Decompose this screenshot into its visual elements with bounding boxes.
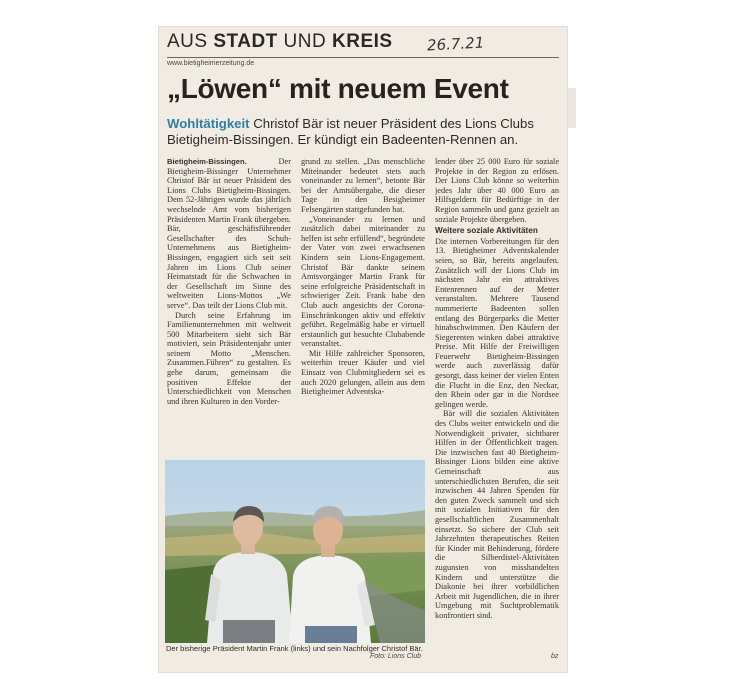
author-initials: bz: [551, 653, 559, 660]
subhead-text: Christof Bär ist neuer Präsident des Lions Clubs Bietigheim-Bissingen. Er kündigt ein Badeenten-Rennen an.: [167, 116, 534, 147]
handwritten-date: 26.7.21: [426, 33, 485, 55]
headline: „Löwen“ mit neuem Event: [167, 73, 509, 104]
paragraph: lender über 25 000 Euro für soziale Projekte in der Region zu erlösen. Der Lions Club könne so weiterhin jedes Jahr über 40 000 Euro an Hilfsgeldern für Bedürftige in der Region sammeln und ganz gezielt an soziale Projekte übergeben.: [435, 157, 559, 224]
paragraph: Die internen Vorbereitungen für den 13. Bietigheimer Adventskalender seien, so Bär, bereits angelaufen. Zusätzlich will der Lions Club im nächsten Jahr ein attraktives Entenrennen auf der Metter veranstalten. Mehrere Tausend nummerierte Badeenten sollen entlang des Bürgerparks die Metter hinabschwimmen. Den Käufern der Siegerenten winken dabei attraktive Preise. Mit Hilfe der Freiwilligen Feuerwehr Bietigheim-Bissingen werde auch zuverlässig dafür gesorgt, dass keiner der vielen Enten die Flucht in die Enz, den Neckar, den Rhein oder gar in die Nordsee gelingen werde.: [435, 236, 559, 409]
website-url: www.bietigheimerzeitung.de: [167, 60, 255, 67]
subheadline: [167, 116, 559, 148]
article-column-1: [167, 157, 291, 453]
section-header: AUS STADT UND KREIS: [167, 31, 393, 52]
article-column-2: [301, 157, 425, 453]
header-rule: [167, 57, 559, 58]
newspaper-clipping: [159, 27, 567, 672]
paragraph: Bär will die sozialen Aktivitäten des Clubs weiter entwickeln und die Notwendigkeit privater, sichtbarer Hilfen in der Öffentlichkeit tragen. Die inzwischen fast 40 Bietigheim-Bissinger Lions bilden eine aktive Gemeinschaft aus unterschiedlichsten Berufen, die seit inzwischen 44 Jahren Spenden für den guten Zweck sammelt und sich mit sozialen Initiativen für den gesellschaftlichen Zusammenhalt einsetzt. So sichere der Club seit Jahrzehnten therapeutisches Reiten für Kinder mit Behinderung, fördere die Silberdistel-Aktivitäten zugunsten von misshandelten Kindern und unterstütze die Diakonie bei ihrer vorbildlichen Arbeit mit Jugendlichen, die in ihrer Umgebung mit Suchtproblematik konfrontiert sind.: [435, 409, 559, 620]
paragraph: „Voneinander zu lernen und zusätzlich dabei miteinander zu helfen ist sehr erfüllend“, begründete der Vater von zwei erwachsenen Kindern sein Lions-Engagement. Christof Bär dankte seinem Amtsvorgänger Martin Frank für seine erfolgreiche Präsidentschaft in schwieriger Zeit. Frank habe den Club auch angesichts der Corona-Einschränkungen aktiv und effektiv geführt. Regelmäßig habe er virtuell erstaunlich gut besuchte Clubabende veranstaltet.: [301, 214, 425, 349]
dateline: Bietigheim-Bissingen.: [167, 157, 247, 166]
photo-two-men-vineyard: [165, 460, 425, 643]
article-photo: [165, 460, 425, 643]
kicker: Wohltätigkeit: [167, 116, 250, 131]
subsection-heading: Weitere soziale Aktivitäten: [435, 226, 538, 236]
photo-credit: Foto: Lions Club: [370, 653, 421, 660]
paragraph: Mit Hilfe zahlreicher Sponsoren, weiterhin treuer Käufer und viel Einsatz von Clubmitgliedern sei es auch 2020 gelungen, allein aus dem Bietigheimer Adventska-: [301, 348, 425, 397]
article-column-3: [435, 157, 559, 663]
paragraph: Durch seine Erfahrung im Familienunternehmen mit weltweit 500 Mitarbeitern sieht sich Bär motiviert, sein Präsidentenjahr unter seinem Motto „Menschen. Zusammen.Führen“ zu gestalten. Es gehe darum, gemeinsam die positiven Effekte der Unterschiedlichkeit von Menschen und ihren Kulturen in den Vorder-: [167, 310, 291, 406]
paragraph: Bietigheim-Bissingen. Der Bietigheim-Bissinger Unternehmer Christof Bär ist neuer Präsident des Lions Clubs Bietigheim-Bissingen. Dem 52-Jährigen wurde das jährlich wechselnde Amt vom bisherigen Präsidenten Martin Frank übergeben. Bär, geschäftsführender Gesellschafter des Schuh-Unternehmens aus Bietigheim-Bissingen, engagiert sich seit seit Jahren im Lions Club seiner Heimatstadt für die Schwachen in der Gesellschaft im Sinne des weltweiten Lions-Mottos „We serve“. Das teilt der Lions Club mit.: [167, 157, 291, 310]
photo-caption: Der bisherige Präsident Martin Frank (links) und sein Nachfolger Christof Bär.: [166, 644, 423, 653]
paragraph: grund zu stellen. „Das menschliche Miteinander bedeutet stets auch voneinander zu lernen“, betonte Bär bei der Amtsübergabe, die dieser Tage in den Besigheimer Felsengärten stattgefunden hat.: [301, 157, 425, 214]
